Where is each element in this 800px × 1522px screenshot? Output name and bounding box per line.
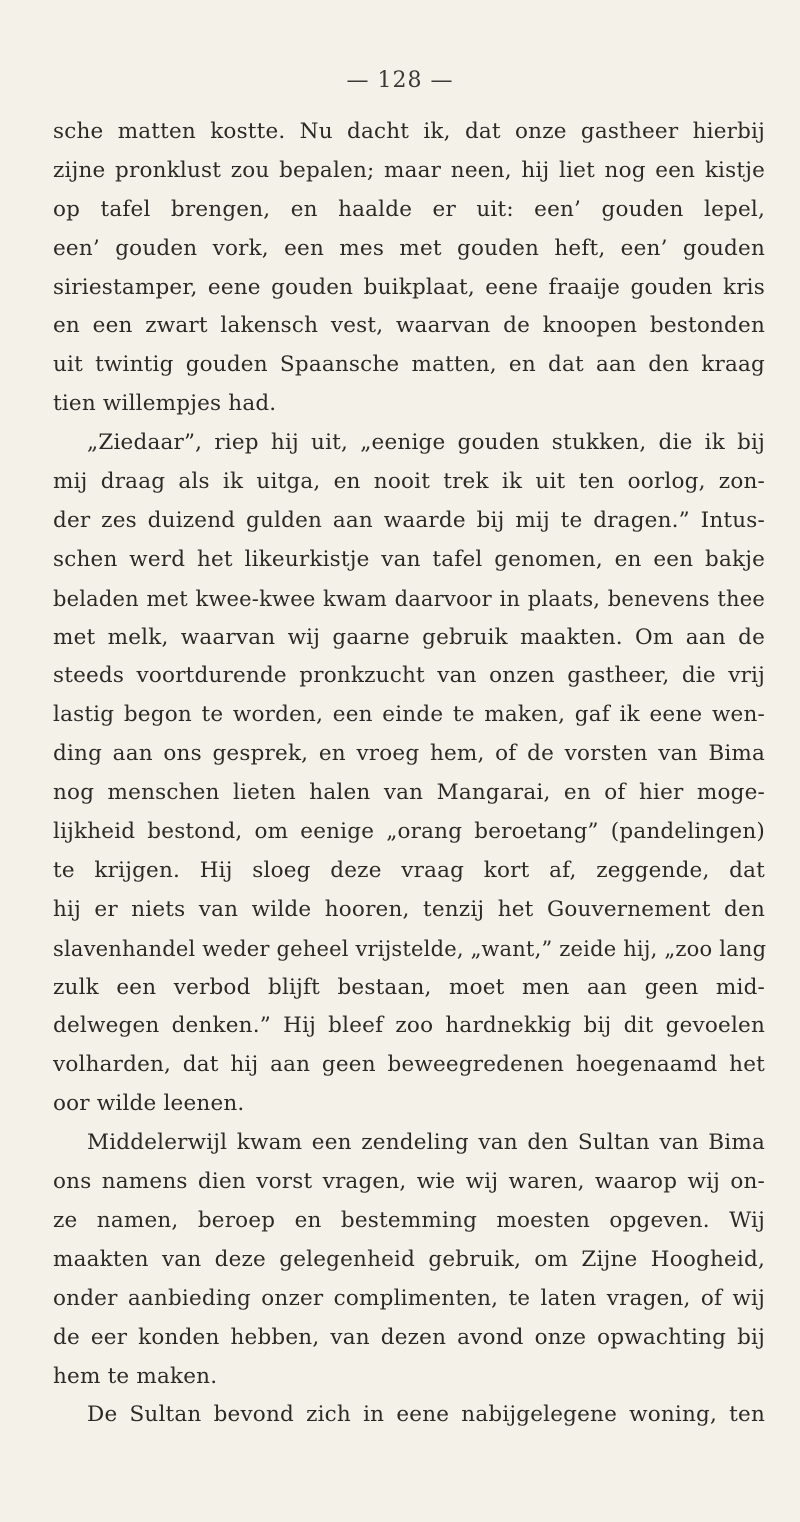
- text-line: nog menschen lieten halen van Mangarai, en of hier moge-: [53, 780, 765, 806]
- text-line: ding aan ons gesprek, en vroeg hem, of de vorsten van Bima: [53, 741, 765, 767]
- text-line: uit twintig gouden Spaansche matten, en dat aan den kraag: [53, 352, 765, 378]
- text-line: op tafel brengen, en haalde er uit: een’ gouden lepel,: [53, 196, 765, 222]
- text-line: De Sultan bevond zich in eene nabijgelegene woning, ten: [87, 1402, 765, 1428]
- text-line: mij draag als ik uitga, en nooit trek ik uit ten oorlog, zon-: [53, 469, 765, 495]
- text-line: de eer konden hebben, van dezen avond onze opwachting bij: [53, 1324, 765, 1350]
- text-line: hij er niets van wilde hooren, tenzij het Gouvernement den: [53, 896, 765, 922]
- text-line: schen werd het likeurkistje van tafel genomen, en een bakje: [53, 546, 765, 572]
- text-line: der zes duizend gulden aan waarde bij mij te dragen.” Intus-: [53, 507, 765, 533]
- text-line: lastig begon te worden, een einde te maken, gaf ik eene wen-: [53, 702, 765, 728]
- text-line: beladen met kwee-kwee kwam daarvoor in plaats, benevens thee: [53, 586, 765, 611]
- text-line: steeds voortdurende pronkzucht van onzen gastheer, die vrij: [53, 663, 765, 689]
- text-line: oor wilde leenen.: [53, 1091, 245, 1117]
- text-line: te krijgen. Hij sloeg deze vraag kort af, zeggende, dat: [53, 857, 765, 883]
- text-line: „Ziedaar”, riep hij uit, „eenige gouden stukken, die ik bij: [87, 430, 765, 456]
- body-text: [53, 113, 765, 1435]
- text-line: siriestamper, eene gouden buikplaat, eene fraaije gouden kris: [53, 274, 765, 300]
- text-line: hem te maken.: [53, 1363, 218, 1389]
- text-line: maakten van deze gelegenheid gebruik, om Zijne Hoogheid,: [53, 1246, 765, 1272]
- text-line: een’ gouden vork, een mes met gouden heft, een’ gouden: [53, 235, 765, 261]
- text-line: slavenhandel weder geheel vrijstelde, „want,” zeide hij, „zoo lang: [53, 936, 767, 961]
- text-line: onder aanbieding onzer complimenten, te laten vragen, of wij: [53, 1285, 765, 1311]
- text-line: Middelerwijl kwam een zendeling van den Sultan van Bima: [87, 1130, 765, 1156]
- page-number: — 128 —: [346, 68, 454, 93]
- text-line: volharden, dat hij aan geen beweegredenen hoegenaamd het: [53, 1052, 765, 1078]
- text-line: ze namen, beroep en bestemming moesten opgeven. Wij: [53, 1207, 765, 1233]
- text-line: tien willempjes had.: [53, 391, 277, 417]
- text-line: zijne pronklust zou bepalen; maar neen, hij liet nog een kistje: [53, 157, 765, 183]
- text-line: sche matten kostte. Nu dacht ik, dat onze gastheer hierbij: [53, 119, 765, 144]
- text-line: en een zwart lakensch vest, waarvan de knoopen bestonden: [53, 313, 765, 339]
- text-line: delwegen denken.” Hij bleef zoo hardnekkig bij dit gevoelen: [53, 1013, 765, 1039]
- text-line: ons namens dien vorst vragen, wie wij waren, waarop wij on-: [53, 1169, 765, 1195]
- text-line: met melk, waarvan wij gaarne gebruik maakten. Om aan de: [53, 624, 765, 650]
- text-line: zulk een verbod blijft bestaan, moet men aan geen mid-: [53, 974, 765, 1000]
- text-line: lijkheid bestond, om eenige „orang beroetang” (pandelingen): [53, 819, 765, 845]
